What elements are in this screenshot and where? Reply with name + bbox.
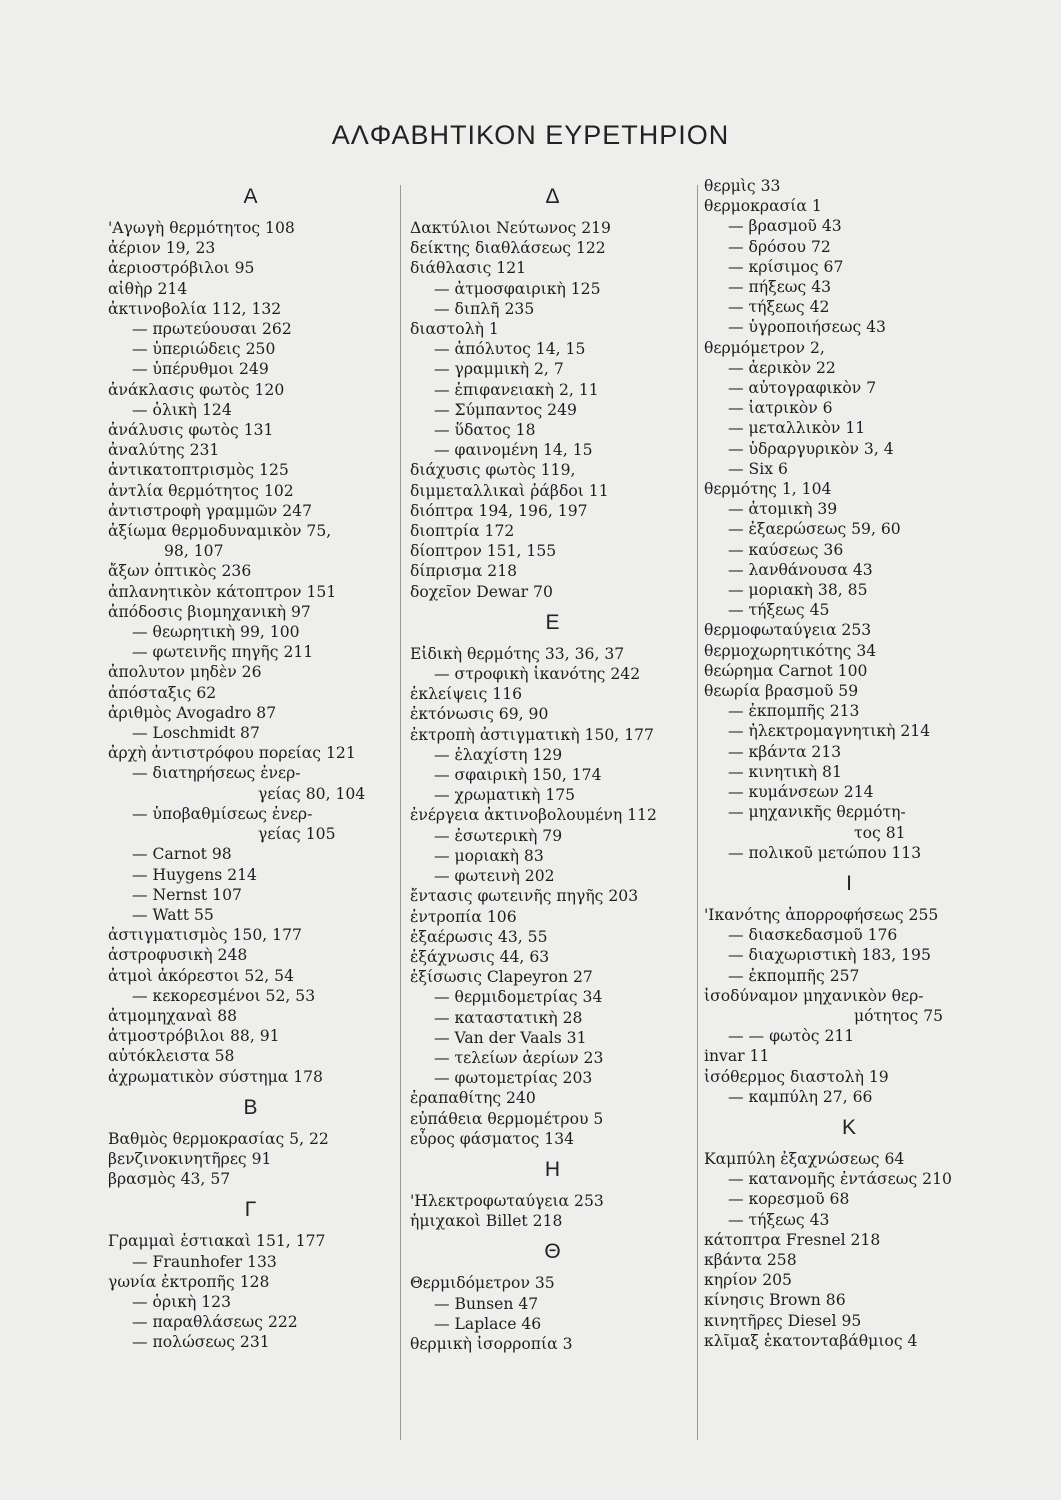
index-column-1 — [108, 176, 393, 1353]
index-entry: — ἀτμοσφαιρικὴ 125 — [434, 279, 601, 298]
index-entry: — κρίσιμος 67 — [728, 257, 844, 276]
index-entry: ἀριθμὸς Avogadro 87 — [108, 703, 277, 722]
index-entry: — ἐλαχίστη 129 — [434, 745, 563, 764]
page-title: ΑΛΦΑΒΗΤΙΚΟΝ ΕΥΡΕΤΗΡΙΟΝ — [331, 120, 730, 150]
index-entry: — Bunsen 47 — [434, 1294, 539, 1313]
index-entry: — θεωρητικὴ 99, 100 — [132, 623, 300, 642]
index-entry: Θερμιδόμετρον 35 — [410, 1274, 555, 1293]
index-entry: — παραθλάσεως 222 — [132, 1313, 298, 1332]
index-entry: ἔντασις φωτεινῆς πηγῆς 203 — [410, 887, 639, 906]
index-entry: — διασκεδασμοῦ 176 — [728, 926, 898, 945]
index-entry: θερμότης 1, 104 — [704, 480, 832, 499]
index-entry: διάθλασις 121 — [410, 259, 527, 278]
index-entry: ἀντικατοπτρισμὸς 125 — [108, 461, 289, 480]
index-entry: — κβάντα 213 — [728, 742, 842, 761]
column-divider — [697, 185, 698, 1440]
index-entry: 'Ηλεκτροφωταύγεια 253 — [410, 1191, 604, 1210]
index-entry: — μηχανικῆς θερμότη- — [728, 803, 906, 822]
index-entry: 98, 107 — [164, 542, 224, 561]
index-entry: — Huygens 214 — [132, 865, 257, 884]
index-entry: ἀτμοστρόβιλοι 88, 91 — [108, 1027, 280, 1046]
index-entry: — πολικοῦ μετώπου 113 — [728, 843, 922, 862]
index-entry: γωνία ἐκτροπῆς 128 — [108, 1272, 270, 1291]
index-entry: — ἰατρικὸν 6 — [728, 399, 833, 418]
index-entry: — πρωτεύουσαι 262 — [132, 320, 292, 339]
index-entry: — μεταλλικὸν 11 — [728, 419, 866, 438]
index-entry: διοπτρία 172 — [410, 522, 515, 541]
section-letter: A — [243, 185, 258, 208]
index-entry: — καύσεως 36 — [728, 540, 844, 559]
section-letter: E — [545, 610, 560, 634]
index-entry: εὐπάθεια θερμομέτρου 5 — [410, 1109, 604, 1128]
index-entry: ἀκτινοβολία 112, 132 — [108, 299, 282, 318]
index-entry: ἄξων ὀπτικὸς 236 — [108, 562, 252, 581]
index-entry: — Nernst 107 — [132, 885, 242, 904]
index-entry: Δακτύλιοι Νεύτωνος 219 — [410, 219, 611, 237]
index-entry: διμμεταλλικαὶ ῥάβδοι 11 — [410, 481, 609, 500]
index-entry: ἀναλύτης 231 — [108, 441, 220, 460]
index-entry: — Loschmidt 87 — [132, 724, 260, 743]
index-entry: — φωτεινὴ 202 — [434, 867, 555, 886]
index-entry: κλῖμαξ ἑκατονταβάθμιος 4 — [704, 1331, 918, 1350]
index-entry: — μοριακὴ 38, 85 — [728, 581, 868, 600]
index-entry: — χρωματικὴ 175 — [434, 786, 576, 805]
section-letter: B — [243, 1095, 258, 1119]
index-entry: θερμοφωταύγεια 253 — [704, 621, 872, 640]
index-entry: ἀπόδοσις βιομηχανικὴ 97 — [108, 602, 311, 621]
index-entry: διόπτρα 194, 196, 197 — [410, 501, 588, 520]
index-entry: διάχυσις φωτὸς 119, — [410, 461, 576, 480]
index-column-3 — [704, 176, 994, 1351]
index-entry: βενζινοκινητῆρες 91 — [108, 1149, 272, 1168]
index-entry: — διατηρήσεως ἐνερ- — [132, 764, 301, 783]
index-entry: εὖρος φάσματος 134 — [410, 1129, 575, 1148]
index-entry: θερμοκρασία 1 — [704, 197, 822, 216]
index-entry: — ἀτομικὴ 39 — [728, 500, 838, 519]
index-entry: θερμικὴ ἰσορροπία 3 — [410, 1334, 573, 1353]
section-letter: H — [544, 1157, 561, 1181]
index-entry: — καμπύλη 27, 66 — [728, 1087, 873, 1106]
index-entry: — Van der Vaals 31 — [434, 1028, 587, 1047]
index-entry: ἰσόθερμος διαστολὴ 19 — [704, 1067, 889, 1086]
index-entry: ἀντλία θερμότητος 102 — [108, 481, 294, 500]
index-entry: — ἐκπομπῆς 213 — [728, 702, 860, 721]
index-entry: αὐτόκλειστα 58 — [108, 1047, 235, 1066]
index-entry: — Laplace 46 — [434, 1314, 542, 1333]
index-entry: — ἐξαερώσεως 59, 60 — [728, 520, 901, 539]
index-entry: — κορεσμοῦ 68 — [728, 1190, 850, 1209]
index-entry: δίοπτρον 151, 155 — [410, 542, 557, 561]
section-letter: Θ — [544, 1240, 561, 1264]
index-entry: — ἀερικὸν 22 — [728, 358, 836, 377]
index-entry: — — φωτὸς 211 — [728, 1027, 855, 1046]
index-entry: θεώρημα Carnot 100 — [704, 661, 868, 680]
index-entry: Καμπύλη ἐξαχνώσεως 64 — [704, 1149, 905, 1168]
index-entry: — δρόσου 72 — [728, 237, 831, 256]
index-entry: ἀχρωματικὸν σύστημα 178 — [108, 1067, 323, 1086]
index-entry: — διαχωριστικὴ 183, 195 — [728, 946, 931, 965]
index-entry: ἐκτόνωσις 69, 90 — [410, 705, 549, 724]
index-entry: ἐξαέρωσις 43, 55 — [410, 927, 548, 946]
index-entry: — ἐκπομπῆς 257 — [728, 966, 860, 985]
index-entry: κάτοπτρα Fresnel 218 — [704, 1230, 881, 1249]
index-entry: θεωρία βρασμοῦ 59 — [704, 682, 859, 701]
index-entry: — φαινομένη 14, 15 — [434, 441, 593, 460]
section-letter: K — [841, 1115, 856, 1139]
index-entry: θερμόμετρον 2, — [704, 338, 825, 357]
index-entry: 'Αγωγὴ θερμότητος 108 — [108, 219, 295, 237]
index-entry: invar 11 — [704, 1047, 770, 1066]
index-entry: — θερμιδομετρίας 34 — [434, 988, 603, 1007]
index-entry: γείας 80, 104 — [258, 784, 366, 803]
index-entry: ἀεριοστρόβιλοι 95 — [108, 259, 255, 278]
index-entry: — Fraunhofer 133 — [132, 1252, 277, 1271]
index-entry: ἀστροφυσικὴ 248 — [108, 946, 248, 965]
index-entry: — ὑδραργυρικὸν 3, 4 — [728, 439, 894, 458]
index-entry: — βρασμοῦ 43 — [728, 217, 842, 236]
index-entry: θερμοχωρητικότης 34 — [704, 641, 877, 660]
index-entry: ἰσοδύναμον μηχανικὸν θερ- — [704, 986, 924, 1005]
index-entry: κινητῆρες Diesel 95 — [704, 1311, 862, 1330]
index-entry: ἀνάλυσις φωτὸς 131 — [108, 421, 274, 440]
index-entry: — ἀπόλυτος 14, 15 — [434, 340, 586, 359]
index-entry: δείκτης διαθλάσεως 122 — [410, 239, 606, 258]
index-entry: — ὁλικὴ 124 — [132, 400, 232, 419]
index-entry: — ἐσωτερικὴ 79 — [434, 826, 563, 845]
index-entry: — ἐπιφανειακὴ 2, 11 — [434, 380, 599, 399]
index-entry: ἀστιγματισμὸς 150, 177 — [108, 926, 302, 945]
index-entry: κίνησις Brown 86 — [704, 1291, 846, 1310]
index-entry: κβάντα 258 — [704, 1250, 797, 1269]
index-entry: Εἰδικὴ θερμότης 33, 36, 37 — [410, 644, 625, 663]
index-entry: βρασμὸς 43, 57 — [108, 1170, 231, 1189]
index-entry: θερμὶς 33 — [704, 177, 781, 195]
index-entry: — Watt 55 — [132, 905, 214, 924]
index-entry: — φωτεινῆς πηγῆς 211 — [132, 643, 314, 662]
index-entry: ἀντιστροφὴ γραμμῶν 247 — [108, 501, 312, 520]
index-entry: — μοριακὴ 83 — [434, 846, 544, 865]
index-entry: — πήξεως 43 — [728, 278, 832, 297]
index-entry: δίπρισμα 218 — [410, 562, 518, 581]
index-column-2 — [410, 176, 695, 1354]
index-entry: — τελείων ἀερίων 23 — [434, 1048, 604, 1067]
index-entry: — κυμάνσεων 214 — [728, 783, 874, 802]
section-letter: Γ — [244, 1198, 257, 1222]
index-entry: — ὑπεριώδεις 250 — [132, 340, 276, 359]
index-entry: ἐξάχνωσις 44, 63 — [410, 947, 550, 966]
index-entry: γείας 105 — [258, 825, 336, 844]
index-entry: — σφαιρικὴ 150, 174 — [434, 766, 602, 785]
index-entry: ἀτμοὶ ἀκόρεστοι 52, 54 — [108, 966, 294, 985]
index-entry: ἐκλείψεις 116 — [410, 685, 523, 704]
index-entry: — τήξεως 42 — [728, 298, 830, 317]
index-entry: αἰθὴρ 214 — [108, 279, 188, 298]
index-entry: Γραμμαὶ ἑστιακαὶ 151, 177 — [108, 1232, 326, 1251]
index-entry: — ὑποβαθμίσεως ἐνερ- — [132, 804, 313, 823]
index-entry: ἐνέργεια ἀκτινοβολουμένη 112 — [410, 806, 657, 825]
index-entry: 'Ικανότης ἀπορροφήσεως 255 — [704, 905, 939, 924]
index-entry: ἀπόσταξις 62 — [108, 683, 217, 702]
index-entry: Βαθμὸς θερμοκρασίας 5, 22 — [108, 1129, 329, 1148]
index-entry: ἀπολυτον μηδὲν 26 — [108, 663, 262, 682]
index-entry: ἀξίωμα θερμοδυναμικὸν 75, — [108, 522, 332, 541]
index-entry: ἀπλανητικὸν κάτοπτρον 151 — [108, 582, 337, 601]
index-entry: διαστολὴ 1 — [410, 320, 499, 339]
index-entry: — κινητικὴ 81 — [728, 762, 842, 781]
index-entry: ἀνάκλασις φωτὸς 120 — [108, 380, 285, 399]
index-entry: — ὕδατος 18 — [434, 421, 536, 440]
index-entry: — ἠλεκτρομαγνητικὴ 214 — [728, 722, 931, 741]
index-entry: κηρίον 205 — [704, 1271, 792, 1290]
index-entry: — ὑγροποιήσεως 43 — [728, 318, 886, 337]
index-entry: — φωτομετρίας 203 — [434, 1069, 593, 1088]
index-entry: μότητος 75 — [854, 1006, 944, 1025]
index-entry: — πολώσεως 231 — [132, 1333, 270, 1352]
index-entry: δοχεῖον Dewar 70 — [410, 582, 553, 601]
index-entry: — λανθάνουσα 43 — [728, 560, 873, 579]
index-entry: — καταστατικὴ 28 — [434, 1008, 583, 1027]
index-entry: ἐξίσωσις Clapeyron 27 — [410, 968, 593, 987]
index-entry: ἐραπαθίτης 240 — [410, 1089, 536, 1108]
index-entry: — Σύμπαντος 249 — [434, 400, 577, 419]
index-entry: — αὐτογραφικὸν 7 — [728, 379, 877, 398]
index-entry: — κατανομῆς ἐντάσεως 210 — [728, 1170, 952, 1189]
index-entry: ἀτμομηχαναὶ 88 — [108, 1006, 238, 1025]
index-entry: ἀρχὴ ἀντιστρόφου πορείας 121 — [108, 744, 356, 763]
index-entry: — στροφικὴ ἱκανότης 242 — [434, 665, 641, 684]
index-entry: — διπλῆ 235 — [434, 299, 535, 318]
index-entry: — τήξεως 43 — [728, 1210, 830, 1229]
index-entry: ἡμιχακοὶ Billet 218 — [410, 1212, 563, 1231]
index-entry: ἐκτροπὴ ἀστιγματικὴ 150, 177 — [410, 725, 654, 744]
index-entry: — Six 6 — [728, 459, 788, 478]
index-entry: — Carnot 98 — [132, 845, 232, 864]
index-entry: ἐντροπία 106 — [410, 907, 517, 926]
column-divider — [400, 185, 401, 1440]
index-entry: — κεκορεσμένοι 52, 53 — [132, 986, 316, 1005]
section-letter: Δ — [545, 185, 560, 208]
index-entry: — γραμμικὴ 2, 7 — [434, 360, 564, 379]
section-letter: I — [846, 871, 852, 895]
index-entry: — ὑπέρυθμοι 249 — [132, 360, 269, 379]
index-entry: τος 81 — [854, 823, 906, 842]
index-entry: ἀέριον 19, 23 — [108, 239, 216, 258]
index-entry: — ὁρικὴ 123 — [132, 1292, 232, 1311]
index-entry: — τήξεως 45 — [728, 601, 830, 620]
